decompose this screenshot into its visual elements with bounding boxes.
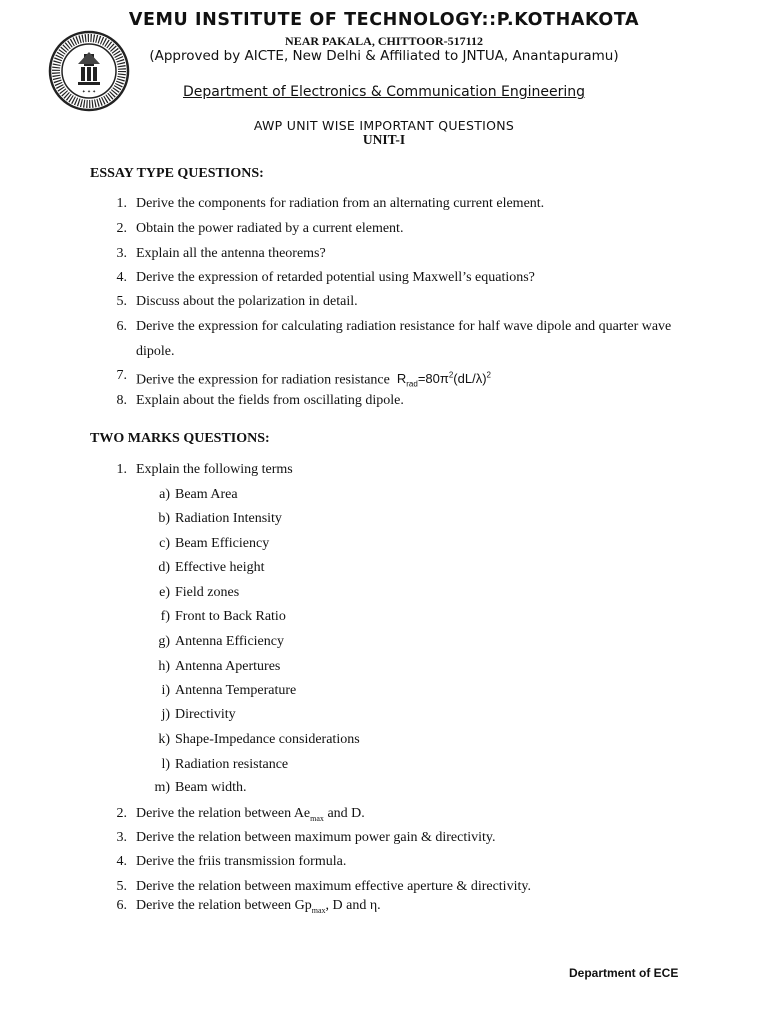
term-letter: b)	[158, 511, 170, 526]
term-letter: c)	[159, 536, 170, 551]
question-text: Derive the relation between $Ae_{max}$ and D.	[136, 806, 365, 823]
question-number: 6.	[116, 898, 127, 913]
question-text: Derive the components for radiation from an alternating current element.	[136, 196, 545, 211]
question-number: 1.	[116, 196, 127, 211]
question-number: 2.	[116, 221, 127, 236]
essay-section-heading: ESSAY TYPE QUESTIONS:	[90, 166, 264, 181]
question-text: Discuss about the polarization in detail.	[136, 294, 358, 309]
approval-note: (Approved by AICTE, New Delhi & Affiliated to JNTUA, Anantapuramu)	[149, 48, 619, 64]
question-text: Derive the expression for radiation resistance	[136, 372, 390, 388]
question-text: Explain about the fields from oscillating dipole.	[136, 393, 404, 408]
term-letter: a)	[159, 487, 170, 502]
term-text: Antenna Apertures	[175, 659, 281, 674]
question-number: 5.	[116, 294, 127, 309]
question-number: 3.	[116, 246, 127, 261]
institute-address: NEAR PAKALA, CHITTOOR-517112	[285, 34, 483, 48]
footer-department: Department of ECE	[569, 966, 679, 980]
unit-title: UNIT-I	[362, 132, 406, 147]
radiation-resistance-formula: $R_{rad}=80\pi^2(dL/\lambda)^2$	[396, 371, 491, 389]
question-number: 4.	[116, 854, 127, 869]
term-letter: f)	[160, 609, 170, 624]
question-text: Derive the relation between $Gp_{max}$, D and η.	[136, 898, 381, 915]
term-text: Shape-Impedance considerations	[175, 732, 360, 747]
term-text: Effective height	[175, 560, 265, 575]
term-text: Field zones	[175, 585, 240, 600]
question-number: 1.	[116, 462, 127, 477]
question-text: Derive the friis transmission formula.	[136, 854, 347, 869]
term-text: Beam Efficiency	[175, 536, 270, 551]
term-text: Radiation resistance	[175, 757, 289, 772]
term-letter: l)	[161, 757, 170, 772]
question-number: 7.	[116, 368, 127, 383]
question-text: Obtain the power radiated by a current element.	[136, 221, 404, 236]
institute-name: VEMU INSTITUTE OF TECHNOLOGY::P.KOTHAKOTA	[128, 10, 640, 30]
term-letter: k)	[158, 732, 170, 747]
question-text-with-formula	[136, 368, 491, 393]
term-text: Beam width.	[175, 780, 247, 795]
question-text: Derive the expression of retarded potential using Maxwell’s equations?	[136, 270, 535, 285]
department-title: Department of Electronics & Communication Engineering	[182, 84, 586, 100]
term-letter: g)	[158, 634, 170, 649]
term-letter: i)	[161, 683, 170, 698]
question-number: 8.	[116, 393, 127, 408]
term-letter: m)	[154, 780, 170, 795]
document-title: AWP UNIT WISE IMPORTANT QUESTIONS	[253, 118, 515, 133]
question-number: 6.	[116, 319, 127, 334]
term-text: Front to Back Ratio	[175, 609, 286, 624]
question-text: dipole.	[136, 344, 175, 359]
question-number: 3.	[116, 830, 127, 845]
question-number: 2.	[116, 806, 127, 821]
question-number: 5.	[116, 879, 127, 894]
question-text: Derive the expression for calculating radiation resistance for half wave dipole and quarter wave	[136, 319, 672, 334]
question-number: 4.	[116, 270, 127, 285]
term-text: Radiation Intensity	[175, 511, 282, 526]
term-letter: e)	[159, 585, 170, 600]
question-text: Explain all the antenna theorems?	[136, 246, 326, 261]
question-text: Derive the relation between maximum power gain & directivity.	[136, 830, 496, 845]
term-text: Directivity	[175, 707, 236, 722]
two-marks-section-heading: TWO MARKS QUESTIONS:	[90, 431, 270, 446]
question-text: Derive the relation between maximum effective aperture & directivity.	[136, 879, 531, 894]
term-text: Antenna Temperature	[175, 683, 297, 698]
term-text: Antenna Efficiency	[175, 634, 284, 649]
term-letter: h)	[158, 659, 170, 674]
question-text: Explain the following terms	[136, 462, 293, 477]
term-letter: j)	[161, 707, 170, 722]
svg-text:✦ ✦ ✦: ✦ ✦ ✦	[81, 90, 97, 95]
term-text: Beam Area	[175, 487, 238, 502]
term-letter: d)	[158, 560, 170, 575]
